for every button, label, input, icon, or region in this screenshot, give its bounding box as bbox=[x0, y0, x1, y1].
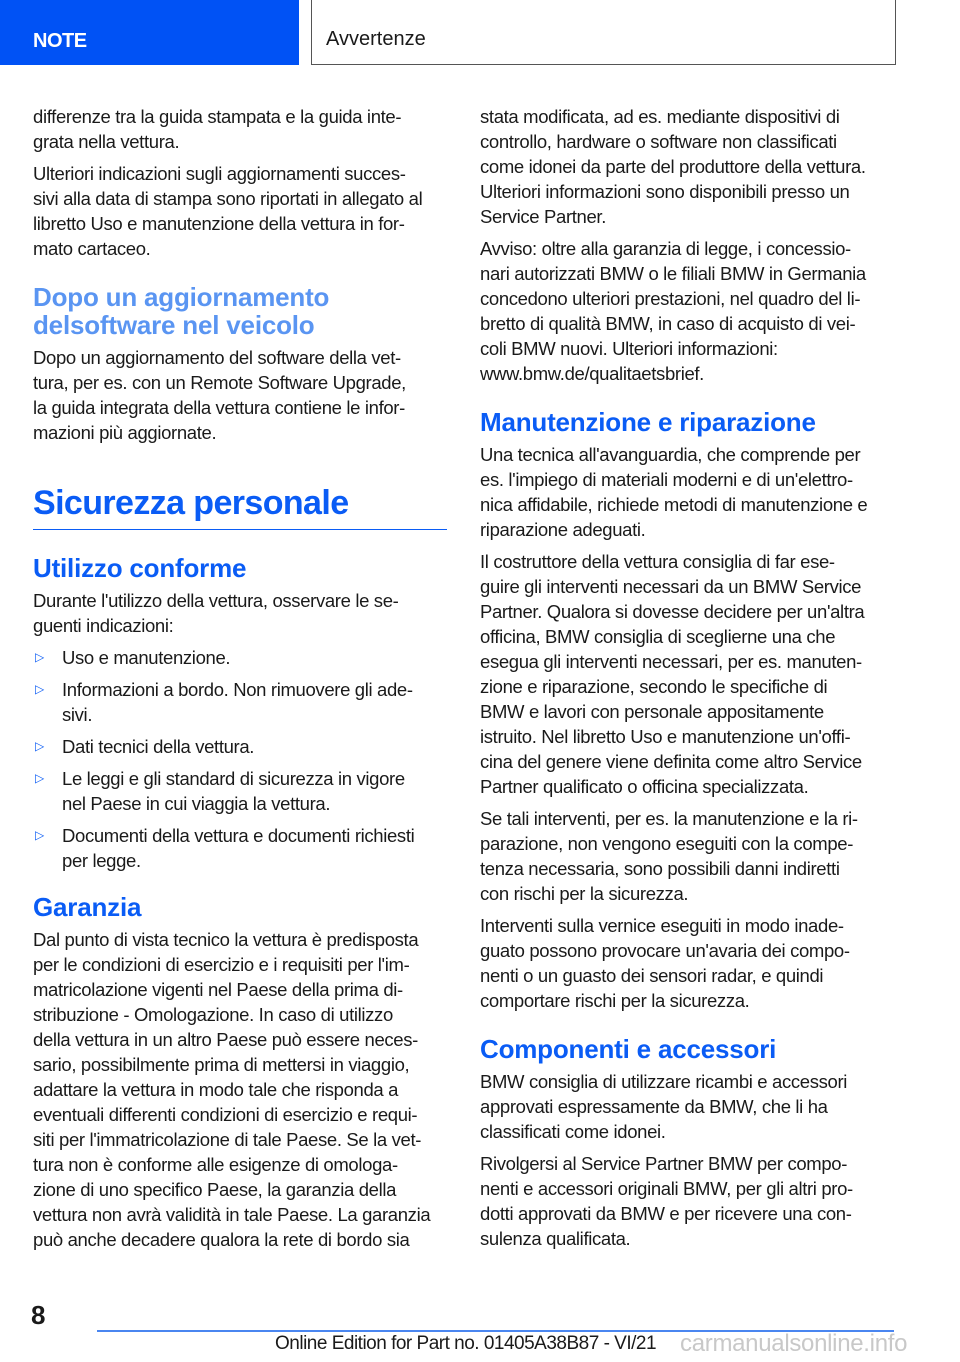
edition-info: Online Edition for Part no. 01405A38B87 - VI/21 bbox=[275, 1333, 657, 1354]
paragraph bbox=[33, 345, 453, 445]
list-item-text bbox=[62, 823, 414, 873]
text-line: come idonei da parte del produttore della vettura. bbox=[480, 156, 866, 177]
text-line: sivi alla data di stampa sono riportati in allegato al bbox=[33, 188, 423, 209]
watermark: carmanualsonline.info bbox=[680, 1330, 908, 1357]
paragraph bbox=[33, 588, 453, 638]
left-column bbox=[33, 104, 453, 1259]
list-item-text bbox=[62, 677, 413, 727]
text-line: guato possono provocare un'avaria dei compo- bbox=[480, 940, 850, 961]
triangle-bullet-icon: ▷ bbox=[35, 682, 44, 696]
text-line: guire gli interventi necessari da un BMW Service bbox=[480, 576, 862, 597]
text-line: siti per l'immatricolazione di tale Paese. Se la vet- bbox=[33, 1129, 422, 1150]
heading-warranty: Garanzia bbox=[33, 892, 142, 922]
triangle-bullet-icon: ▷ bbox=[35, 739, 44, 753]
paragraph bbox=[480, 549, 900, 799]
text-line: nari autorizzati BMW o le filiali BMW in Germania bbox=[480, 263, 866, 284]
list-item bbox=[33, 734, 453, 759]
text-line: concedono ulteriori prestazioni, nel quadro del li- bbox=[480, 288, 861, 309]
list-item-text bbox=[62, 645, 230, 670]
triangle-bullet-icon: ▷ bbox=[35, 828, 44, 842]
text-line: Le leggi e gli standard di sicurezza in vigore bbox=[62, 768, 405, 789]
paragraph bbox=[480, 1069, 900, 1144]
text-line: dotti approvati da BMW e per ricevere una con- bbox=[480, 1203, 852, 1224]
text-line: tura non è conforme alle esigenze di omologa- bbox=[33, 1154, 398, 1175]
list-item bbox=[33, 766, 453, 816]
text-line: BMW e lavori con personale appositamente bbox=[480, 701, 824, 722]
text-line: parazione, non vengono eseguiti con la compe- bbox=[480, 833, 854, 854]
text-line: es. l'impiego di materiali moderni e di un'elettro- bbox=[480, 469, 853, 490]
text-line: eventuali differenti condizioni di esercizio e requi- bbox=[33, 1104, 418, 1125]
heading-maintenance: Manutenzione e riparazione bbox=[480, 407, 816, 437]
text-line: tura, per es. con un Remote Software Upgrade, bbox=[33, 372, 406, 393]
triangle-bullet-icon: ▷ bbox=[35, 771, 44, 785]
paragraph bbox=[480, 104, 900, 229]
text-line: della vettura in un altro Paese può essere neces- bbox=[33, 1029, 418, 1050]
text-line: comportare rischi per la sicurezza. bbox=[480, 990, 750, 1011]
text-line: grata nella vettura. bbox=[33, 131, 180, 152]
paragraph bbox=[480, 442, 900, 542]
text-line: Documenti della vettura e documenti richiesti bbox=[62, 825, 415, 846]
text-line: nica affidabile, richiede metodi di manutenzione e bbox=[480, 494, 868, 515]
text-line: Dopo un aggiornamento del bbox=[33, 282, 330, 340]
text-line: Service Partner. bbox=[480, 206, 607, 227]
heading-software-update bbox=[33, 283, 453, 339]
text-line: con rischi per la sicurezza. bbox=[480, 883, 689, 904]
text-line: classificati come idonei. bbox=[480, 1121, 666, 1142]
text-line: vettura non avrà validità in tale Paese. La garanzia bbox=[33, 1204, 431, 1225]
heading-components: Componenti e accessori bbox=[480, 1034, 777, 1064]
text-line: riparazione adeguati. bbox=[480, 519, 646, 540]
section-tab-note: NOTE bbox=[0, 0, 299, 65]
list-item-text bbox=[62, 766, 405, 816]
text-line: Se tali interventi, per es. la manutenzione e la ri- bbox=[480, 808, 858, 829]
text-line: officina, BMW consiglia di sceglierne una che bbox=[480, 626, 836, 647]
heading-personal-safety: Sicurezza personale bbox=[33, 483, 447, 530]
text-line: mato cartaceo. bbox=[33, 238, 151, 259]
text-line: può anche decadere qualora la rete di bordo sia bbox=[33, 1229, 410, 1250]
text-line: Dal punto di vista tecnico la vettura è predisposta bbox=[33, 929, 419, 950]
text-line: Dopo un aggiornamento del software della vet- bbox=[33, 347, 401, 368]
text-line: sario, possibilmente prima di mettersi in viaggio, bbox=[33, 1054, 410, 1075]
text-line: la guida integrata della vettura contiene le infor- bbox=[33, 397, 405, 418]
text-line: controllo, hardware o software non classificati bbox=[480, 131, 837, 152]
text-line: libretto Uso e manutenzione della vettura in for- bbox=[33, 213, 405, 234]
paragraph bbox=[33, 927, 453, 1252]
list-item bbox=[33, 677, 453, 727]
text-line: nel Paese in cui viaggia la vettura. bbox=[62, 793, 331, 814]
text-line: approvati espressamente da BMW, che li ha bbox=[480, 1096, 828, 1117]
paragraph bbox=[33, 104, 453, 154]
text-line: guenti indicazioni: bbox=[33, 615, 174, 636]
text-line: differenze tra la guida stampata e la guida inte- bbox=[33, 106, 402, 127]
text-line: cina del genere viene definita come altro Service bbox=[480, 751, 862, 772]
text-line: sivi. bbox=[62, 704, 93, 725]
paragraph bbox=[33, 161, 453, 261]
text-line: Durante l'utilizzo della vettura, osservare le se- bbox=[33, 590, 399, 611]
text-line: istruito. Nel libretto Uso e manutenzione un'offi- bbox=[480, 726, 851, 747]
text-line: nenti e accessori originali BMW, per gli altri pro- bbox=[480, 1178, 853, 1199]
text-line: stata modificata, ad es. mediante dispositivi di bbox=[480, 106, 840, 127]
text-line: matricolazione vigenti nel Paese della prima di- bbox=[33, 979, 403, 1000]
text-line: Dati tecnici della vettura. bbox=[62, 736, 255, 757]
text-line: Rivolgersi al Service Partner BMW per compo- bbox=[480, 1153, 848, 1174]
triangle-bullet-icon: ▷ bbox=[35, 650, 44, 664]
list-item-text bbox=[62, 734, 254, 759]
list-item bbox=[33, 823, 453, 873]
text-line: Ulteriori indicazioni sugli aggiornamenti succes- bbox=[33, 163, 406, 184]
text-line: Uso e manutenzione. bbox=[62, 647, 231, 668]
page-number: 8 bbox=[31, 1300, 46, 1330]
text-line: Partner qualificato o officina specializzata. bbox=[480, 776, 809, 797]
text-line: per legge. bbox=[62, 850, 141, 871]
text-line: per le condizioni di esercizio e i requisiti per l'im- bbox=[33, 954, 410, 975]
text-line: nenti o un guasto dei sensori radar, e quindi bbox=[480, 965, 824, 986]
text-line: zione di uno specifico Paese, la garanzia della bbox=[33, 1179, 397, 1200]
text-line: tenza necessaria, sono possibili danni indiretti bbox=[480, 858, 840, 879]
chapter-title: Avvertenze bbox=[311, 0, 896, 65]
text-line: esegua gli interventi necessari, per es. manuten- bbox=[480, 651, 862, 672]
text-line: Avviso: oltre alla garanzia di legge, i concessio- bbox=[480, 238, 851, 259]
text-line: zione e riparazione, secondo le specifiche di bbox=[480, 676, 828, 697]
text-line: stribuzione - Omologazione. In caso di utilizzo bbox=[33, 1004, 393, 1025]
list-item bbox=[33, 645, 453, 670]
heading-intended-use: Utilizzo conforme bbox=[33, 553, 247, 583]
paragraph bbox=[480, 806, 900, 906]
text-line: BMW consiglia di utilizzare ricambi e accessori bbox=[480, 1071, 848, 1092]
text-line: sulenza qualificata. bbox=[480, 1228, 631, 1249]
text-line: software nel veicolo bbox=[69, 310, 315, 340]
bullet-list bbox=[33, 645, 453, 873]
text-line: adattare la vettura in modo tale che risponda a bbox=[33, 1079, 399, 1100]
text-line: www.bmw.de/qualitaetsbrief. bbox=[480, 363, 704, 384]
text-line: bretto di qualità BMW, in caso di acquisto di vei- bbox=[480, 313, 856, 334]
right-column bbox=[480, 104, 900, 1258]
text-line: Una tecnica all'avanguardia, che comprende per bbox=[480, 444, 861, 465]
text-line: mazioni più aggiornate. bbox=[33, 422, 217, 443]
paragraph bbox=[480, 913, 900, 1013]
text-line: Partner. Qualora si dovesse decidere per un'altra bbox=[480, 601, 865, 622]
paragraph bbox=[480, 1151, 900, 1251]
text-line: Il costruttore della vettura consiglia di far ese- bbox=[480, 551, 835, 572]
text-line: Ulteriori informazioni sono disponibili presso un bbox=[480, 181, 850, 202]
text-line: Informazioni a bordo. Non rimuovere gli ade- bbox=[62, 679, 413, 700]
paragraph bbox=[480, 236, 900, 386]
text-line: coli BMW nuovi. Ulteriori informazioni: bbox=[480, 338, 778, 359]
text-line: Interventi sulla vernice eseguiti in modo inade- bbox=[480, 915, 844, 936]
